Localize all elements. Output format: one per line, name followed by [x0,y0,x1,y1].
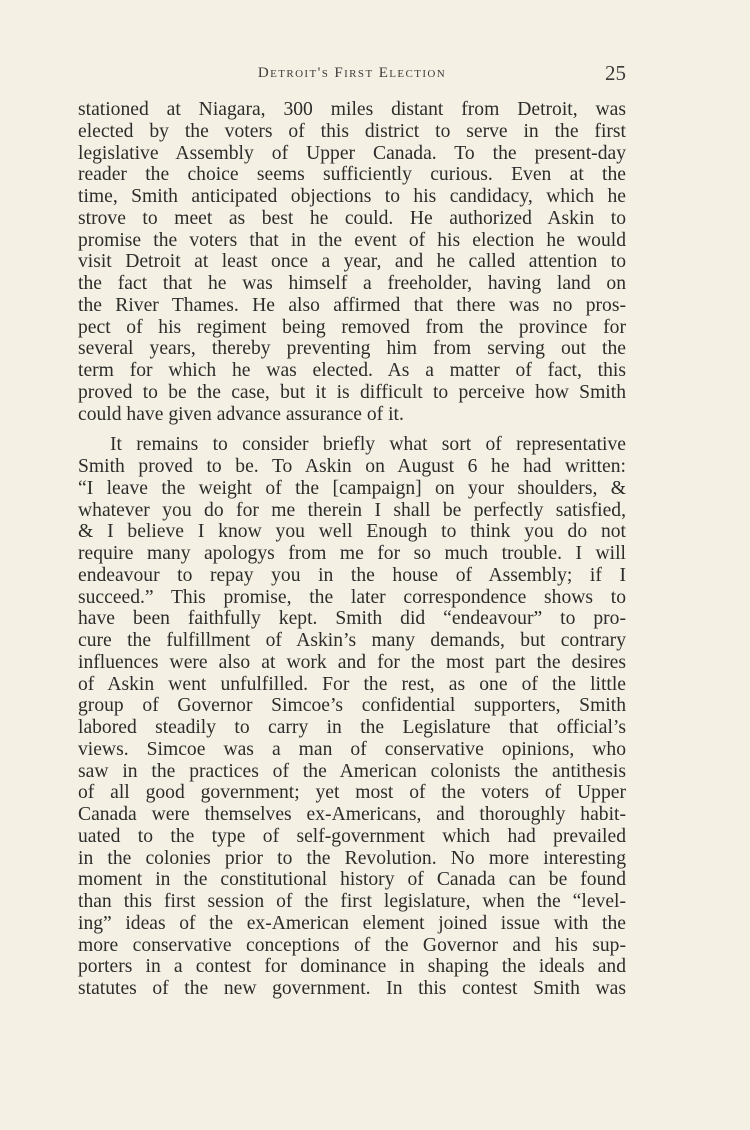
text-line: could have given advance assurance of it. [78,403,404,425]
text-line: & I believe I know you well Enough to think you do not [78,521,626,543]
page-number: 25 [605,61,626,85]
paragraph-2 [78,434,626,1000]
text-line: views. Simcoe was a man of conservative opinions, who [78,738,626,760]
text-line: porters in a contest for dominance in shaping the ideals and [78,956,626,978]
text-line: legislative Assembly of Upper Canada. To the present-day [78,142,626,164]
text-line: uated to the type of self-government which had prevailed [78,825,626,847]
text-line: the fact that he was himself a freeholder, having land on [78,273,626,294]
text-line: labored steadily to carry in the Legislature that official’s [78,717,626,738]
paragraph-1 [78,99,626,425]
text-line: whatever you do for me therein I shall be perfectly satisfied, [78,499,626,521]
text-line: endeavour to repay you in the house of Assembly; if I [78,564,626,586]
text-line: “I leave the weight of the [campaign] on your shoulders, & [78,477,626,499]
text-line: Canada were themselves ex-Americans, and thoroughly habit- [78,804,626,825]
text-line: reader the choice seems sufficiently curious. Even at the [78,164,626,186]
text-line: more conservative conceptions of the Governor and his sup- [78,934,626,956]
text-line: time, Smith anticipated objections to his candidacy, which he [78,186,626,207]
running-title: Detroit's First Election [257,65,447,81]
text-line: of all good government; yet most of the voters of Upper [78,782,626,804]
text-line: than this first session of the first legislature, when the “level- [78,891,626,912]
text-line: several years, thereby preventing him from serving out the [78,338,626,360]
text-line: proved to be the case, but it is difficult to perceive how Smith [78,381,626,403]
text-line: of Askin went unfulfilled. For the rest, as one of the little [78,673,626,695]
text-line: have been faithfully kept. Smith did “endeavour” to pro- [78,608,626,630]
text-line: Smith proved to be. To Askin on August 6 he had written: [78,456,626,477]
text-line: in the colonies prior to the Revolution. No more interesting [78,847,626,869]
text-line: It remains to consider briefly what sort of representative [110,434,626,456]
text-line: moment in the constitutional history of Canada can be found [78,869,626,891]
text-line: require many apologys from me for so much trouble. I will [78,543,626,564]
text-line: influences were also at work and for the most part the desires [78,651,626,673]
text-line: strove to meet as best he could. He authorized Askin to [78,207,626,229]
text-line: ing” ideas of the ex-American element joined issue with the [78,912,626,934]
text-line: the River Thames. He also affirmed that there was no pros- [78,294,626,316]
text-line: group of Governor Simcoe’s confidential supporters, Smith [78,695,626,717]
text-line: promise the voters that in the event of his election he would [78,229,626,251]
text-line: statutes of the new government. In this contest Smith was [78,978,626,999]
body-text [78,99,626,1000]
text-line: saw in the practices of the American colonists the antithesis [78,760,626,782]
text-line: cure the fulfillment of Askin’s many demands, but contrary [78,630,626,651]
text-line: visit Detroit at least once a year, and he called attention to [78,251,626,273]
text-line: succeed.” This promise, the later correspondence shows to [78,586,626,608]
text-line: pect of his regiment being removed from the province for [78,316,626,338]
text-line: elected by the voters of this district to serve in the first [78,120,626,142]
text-line: stationed at Niagara, 300 miles distant from Detroit, was [78,99,626,120]
running-head [78,63,626,87]
text-line: term for which he was elected. As a matter of fact, this [78,360,626,381]
